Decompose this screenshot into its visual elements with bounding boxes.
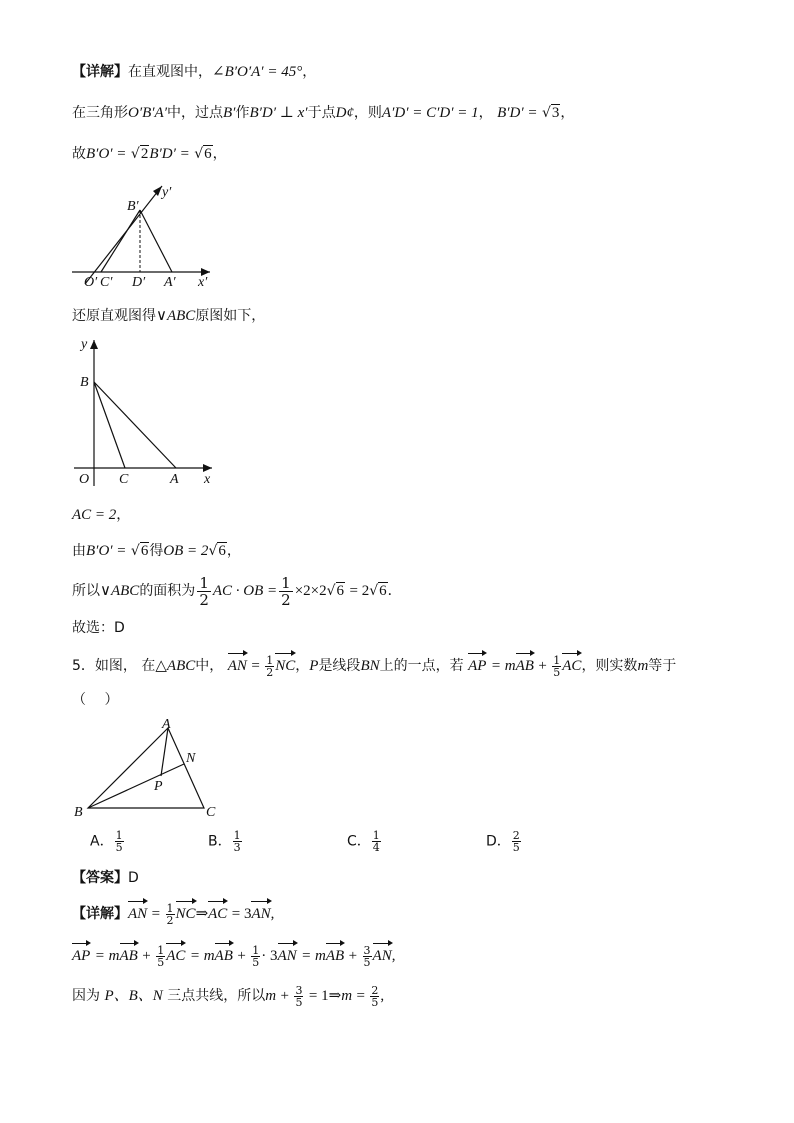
option-a[interactable]: A． $\frac{1}{5}$ <box>90 829 123 854</box>
label-O: O <box>79 472 90 487</box>
detail-tag: 【详解】 <box>72 64 128 80</box>
fraction: $\frac{3}{5}$ <box>295 983 303 1009</box>
detail-line-3: 故B′O′ = √2B′D′ = √6， <box>72 146 227 162</box>
answer-line <box>72 868 139 888</box>
sqrt-6: √6 <box>208 543 226 559</box>
solution-line-1: 【详解】AN = $\frac{1}{2}$ NC⇒AC = 3AN, <box>72 901 275 927</box>
sqrt-6: √6 <box>130 543 149 559</box>
solution-line-2: AP = mAB + $\frac{1}{5}$ AC = mAB + $\frac{1}{5}$ · 3AN = mAB + $\frac{3}{5}$ AN, <box>72 943 396 969</box>
segment-CB <box>101 210 140 272</box>
detail-line-7: 所以∨ABC的面积为 $\frac{1}{2}$ AC · OB = $\frac{1}{2}$ ×2×2√6 = 2√6． <box>72 573 402 609</box>
figure-triangle-ABC <box>70 716 230 824</box>
label-O-prime: O′ <box>84 275 98 290</box>
label-C: C <box>206 805 216 820</box>
fraction-one-half: $\frac{1}{2}$ <box>199 573 209 609</box>
label-B: B <box>74 805 83 820</box>
label-D-prime: D′ <box>132 275 146 290</box>
detail-tag: 【详解】 <box>72 906 128 922</box>
label-C: C <box>119 472 129 487</box>
label-B-prime: B′ <box>127 199 139 214</box>
segment-BN <box>88 764 184 808</box>
detail-line-8: 故选：D <box>72 620 125 636</box>
label-x-prime: x′ <box>198 275 208 290</box>
sqrt-3: √3 <box>541 105 560 121</box>
sqrt-2: √2 <box>130 146 149 162</box>
angle-expression: ∠B′O′A′ = 45° <box>212 64 303 80</box>
label-A: A <box>162 717 171 732</box>
segment-BA <box>94 382 176 468</box>
label-y: y <box>81 337 88 352</box>
detail-line-1: 【详解】在直观图中，∠B′O′A′ = 45°， <box>72 64 317 80</box>
sqrt-6: √6 <box>369 583 387 599</box>
fraction: $\frac{2}{5}$ <box>371 983 379 1009</box>
y-axis-arrow <box>90 340 98 349</box>
solution-line-3: 因为 P、B、N 三点共线，所以m + $\frac{3}{5}$ = 1⇒m = $\frac{2}{5}$ , <box>72 983 385 1009</box>
fraction: $\frac{1}{2}$ <box>266 653 274 679</box>
detail-line-5: AC = 2， <box>72 507 131 523</box>
answer-tag: 【答案】 <box>72 870 128 886</box>
x-axis-arrow <box>203 464 212 472</box>
fraction: $\frac{1}{2}$ <box>166 901 174 927</box>
y-prime-axis <box>85 186 162 284</box>
figure-oblique-view <box>70 180 220 292</box>
detail-line-6: 由B′O′ = √6得OB = 2√6， <box>72 543 241 559</box>
option-d[interactable]: D． $\frac{2}{5}$ <box>486 829 520 854</box>
answer-value: D <box>128 870 139 886</box>
y-axis-arrow <box>153 186 162 196</box>
fraction: $\frac{1}{5}$ <box>553 653 561 679</box>
label-C-prime: C′ <box>100 275 113 290</box>
label-B: B <box>80 375 89 390</box>
label-N: N <box>186 751 196 766</box>
detail-line-2: 在三角形O′B′A′中，过点B′作B′D′ ⊥ x′于点D¢，则A′D′ = C′D′ = 1， B′D′ = √3， <box>72 105 575 121</box>
sqrt-6: √6 <box>326 583 345 599</box>
fraction: $\frac{3}{5}$ <box>363 943 371 969</box>
detail-line-4: 还原直观图得∨ABC原图如下， <box>72 308 266 324</box>
segment-AP <box>161 728 168 776</box>
segment-BA <box>140 210 172 272</box>
option-b[interactable]: B． $\frac{1}{3}$ <box>208 829 241 854</box>
triangle-ABC <box>88 728 204 808</box>
segment-BC <box>94 382 125 468</box>
label-x: x <box>204 472 211 487</box>
fraction: $\frac{1}{5}$ <box>252 943 260 969</box>
question-5-paren: （ ） <box>72 692 119 708</box>
question-5-stem: 5．如图， 在△ABC中， AN = $\frac{1}{2}$ NC，P是线段BN上的一点，若 AP = mAB + $\frac{1}{5}$ AC，则实数m等于 <box>72 653 677 679</box>
fraction: $\frac{1}{5}$ <box>157 943 165 969</box>
label-A-prime: A′ <box>164 275 176 290</box>
label-P: P <box>154 779 163 794</box>
label-A: A <box>170 472 179 487</box>
option-c[interactable]: C． $\frac{1}{4}$ <box>347 829 380 854</box>
figure-original <box>70 334 220 489</box>
sqrt-6: √6 <box>194 146 212 162</box>
fraction-one-half: $\frac{1}{2}$ <box>281 573 291 609</box>
label-y-prime: y′ <box>162 185 172 200</box>
